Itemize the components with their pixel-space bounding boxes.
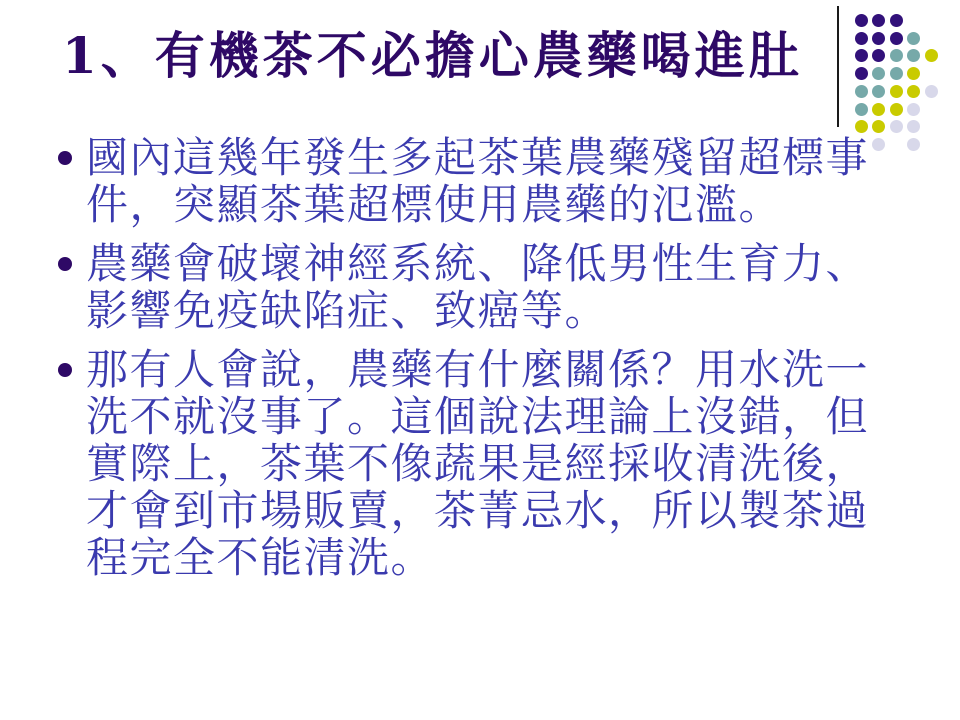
decoration-dot (890, 49, 903, 62)
decoration-dot (855, 85, 868, 98)
bullet-item (56, 346, 886, 581)
decoration-dot (872, 49, 885, 62)
decoration-dot (855, 120, 868, 133)
decoration-dot (890, 32, 903, 45)
bullet-marker-icon (58, 151, 72, 165)
decoration-dot (872, 67, 885, 80)
decoration-dot (907, 32, 920, 45)
decoration-dot (925, 49, 938, 62)
decoration-dot (907, 49, 920, 62)
decoration-dot (890, 120, 903, 133)
decoration-dot (872, 14, 885, 27)
decoration-dot (872, 32, 885, 45)
decoration-dot (907, 103, 920, 116)
bullet-marker-icon (58, 363, 72, 377)
decoration-dot (890, 14, 903, 27)
bullet-marker-icon (58, 257, 72, 271)
bullet-item (56, 134, 886, 228)
decoration-dot (907, 120, 920, 133)
bullet-text: 國內這幾年發生多起茶葉農藥殘留超標事件，突顯茶葉超標使用農藥的氾濫。 (86, 133, 870, 229)
decoration-dot (872, 103, 885, 116)
decoration-dot (855, 67, 868, 80)
decoration-dot (872, 85, 885, 98)
slide-title: 1、有機茶不必擔心農藥喝進肚 (62, 26, 803, 85)
bullet-text: 農藥會破壞神經系統、降低男性生育力、影響免疫缺陷症、致癌等。 (86, 239, 870, 335)
vertical-line-decoration (837, 6, 839, 127)
decoration-dot (890, 85, 903, 98)
decoration-dot (872, 120, 885, 133)
bullet-text: 那有人會說，農藥有什麼關係？用水洗一洗不就沒事了。這個說法理論上沒錯，但實際上，茶葉不像蔬果是經採收清洗後，才會到市場販賣，茶菁忌水，所以製茶過程完全不能清洗。 (86, 345, 870, 582)
decoration-dot (855, 103, 868, 116)
decoration-dot (907, 67, 920, 80)
decoration-dot (925, 85, 938, 98)
decoration-dot (907, 85, 920, 98)
decoration-dot (855, 14, 868, 27)
decoration-dot (855, 49, 868, 62)
decoration-dot (907, 138, 920, 151)
decoration-dot (890, 103, 903, 116)
decoration-dot (855, 32, 868, 45)
bullet-item (56, 240, 886, 334)
bullet-list (56, 134, 886, 593)
decoration-dot (890, 67, 903, 80)
